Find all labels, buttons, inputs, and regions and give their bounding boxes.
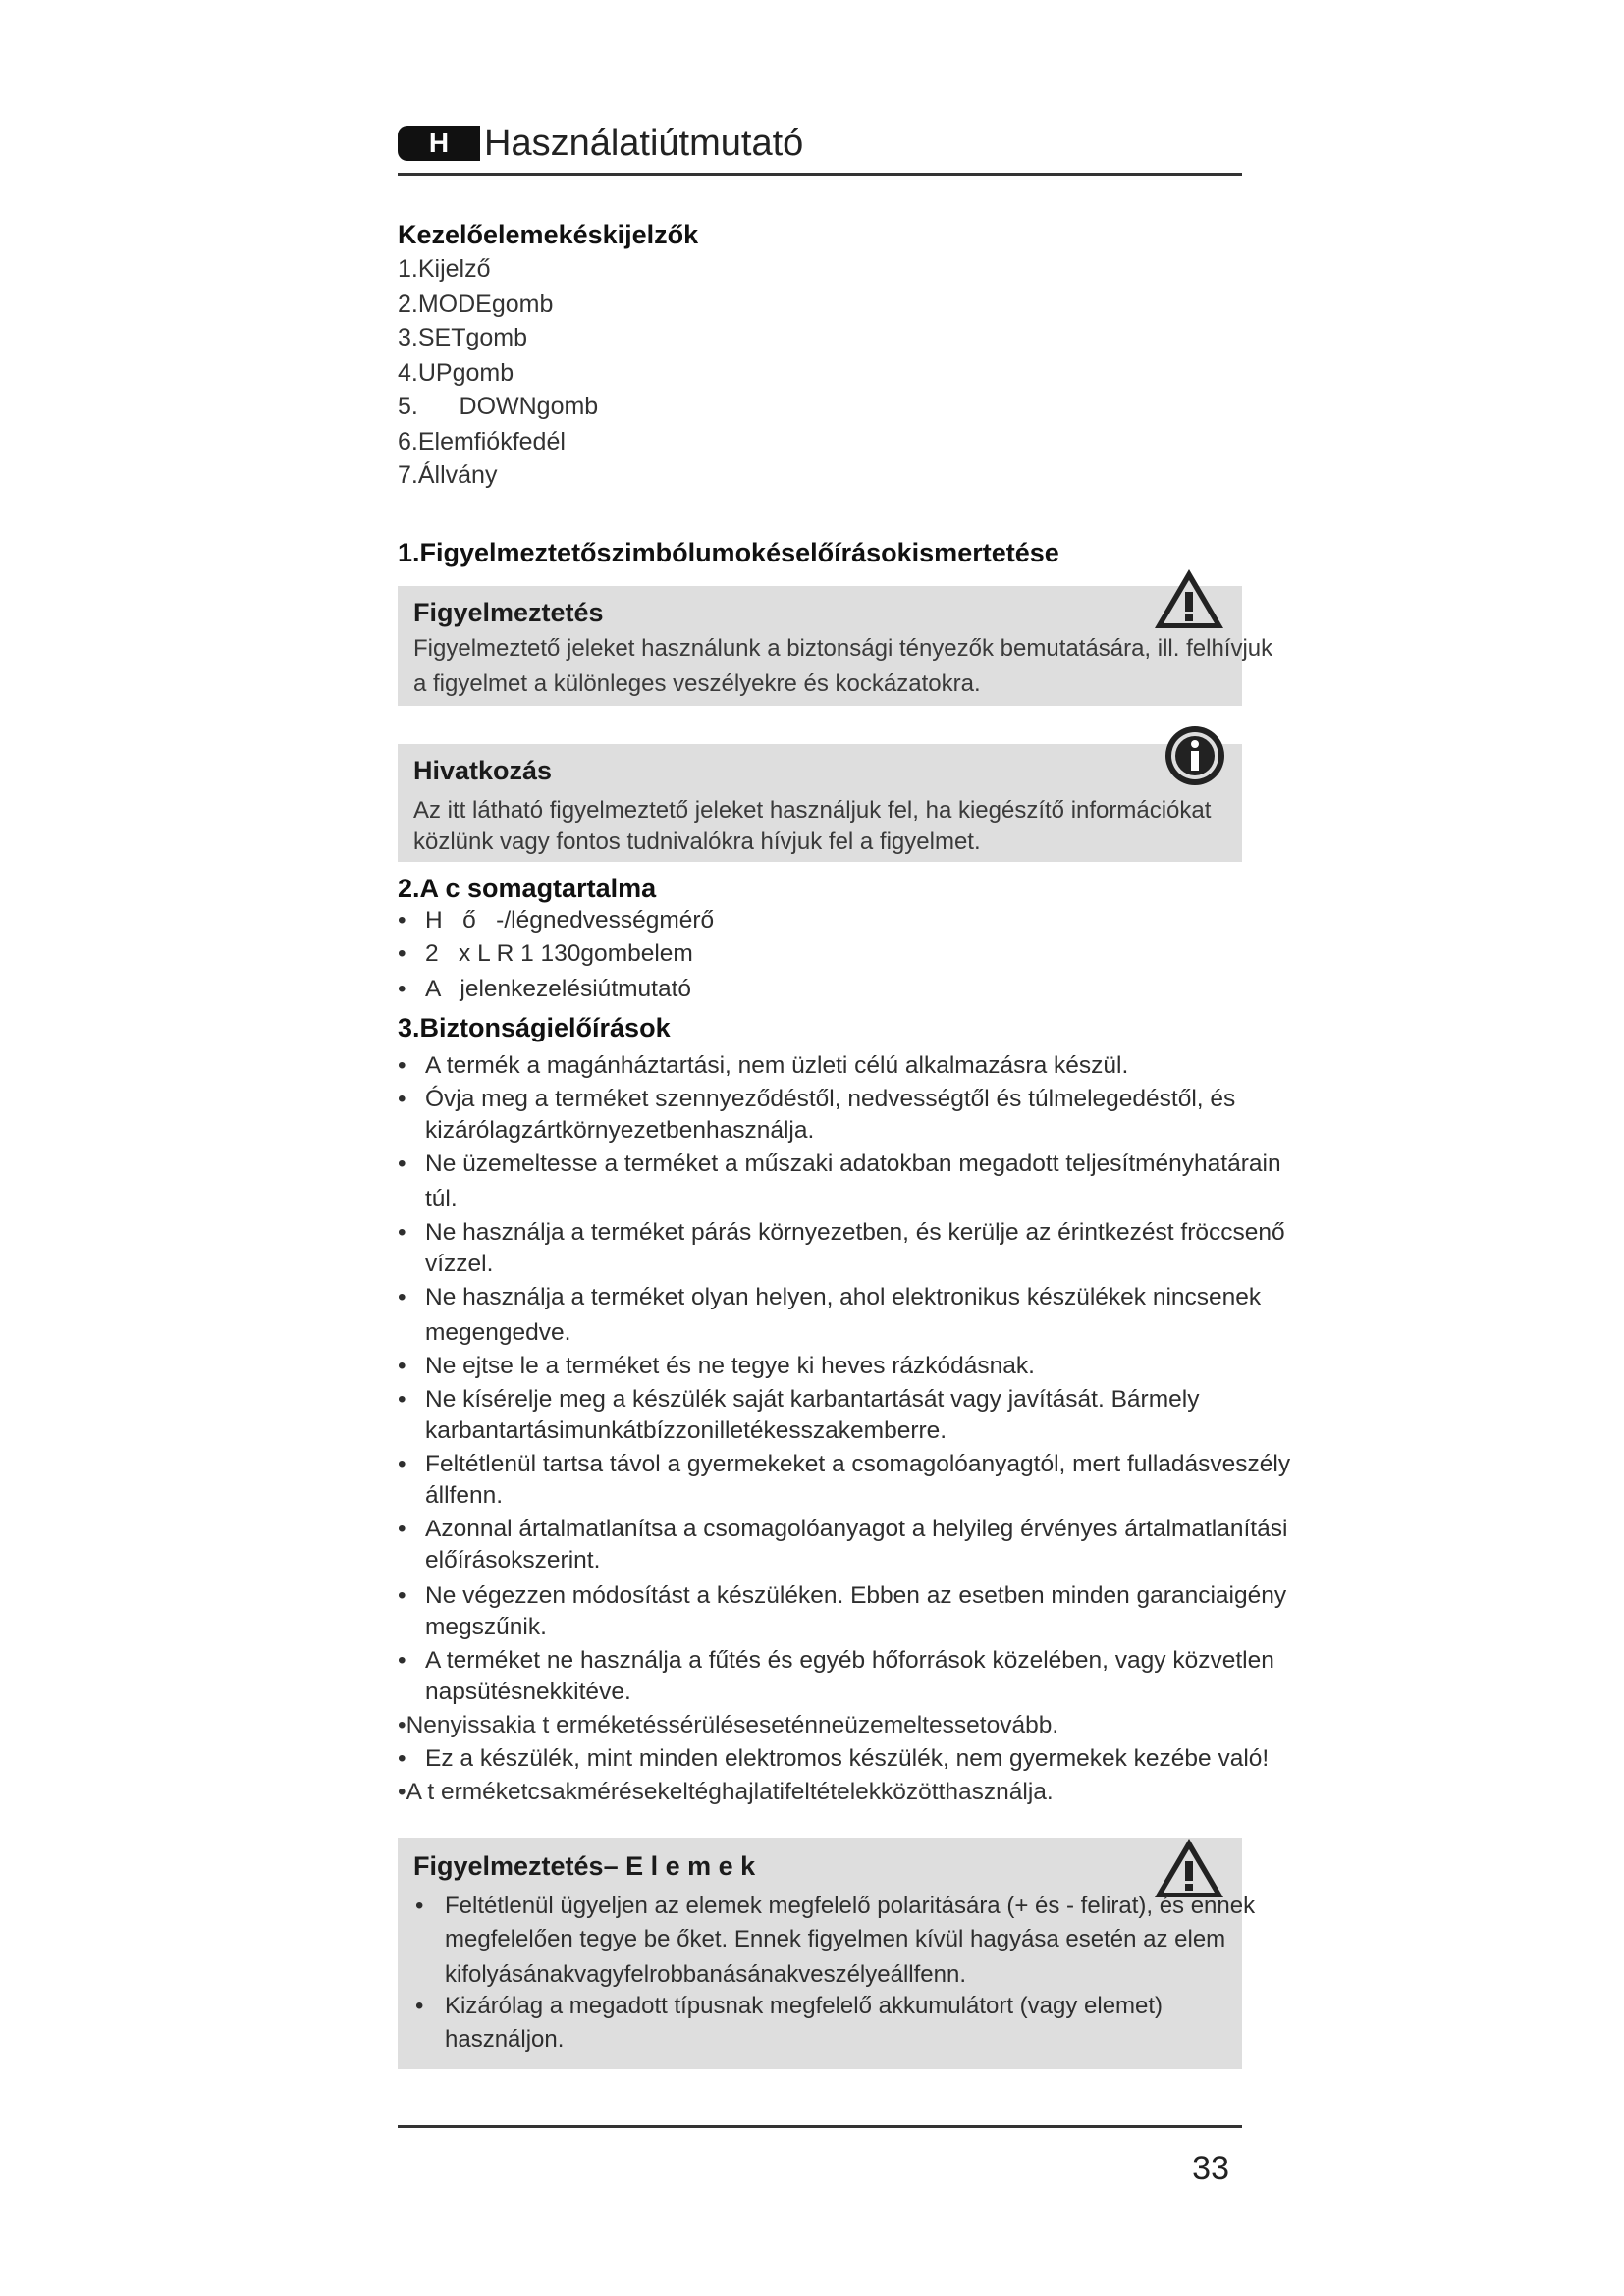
warning-box-title: Figyelmeztetés: [413, 598, 604, 627]
controls-item: 2.MODEgomb: [398, 291, 554, 318]
note-box-title: Hivatkozás: [413, 756, 553, 785]
warning-triangle-icon: [1152, 566, 1226, 631]
safety-item-tight: •A t erméketcsakmérésekeltéghajlatifeltételekközötthasználja.: [398, 1779, 1054, 1805]
battery-warning-title: Figyelmeztetés– E l e m e k: [413, 1851, 756, 1881]
controls-item: 4.UPgomb: [398, 359, 514, 387]
controls-item: 3.SETgomb: [398, 324, 528, 351]
controls-item: 5. DOWNgomb: [398, 393, 599, 420]
controls-heading: Kezelőelemekéskijelzők: [398, 220, 699, 249]
battery-warning-box: Figyelmeztetés– E l e m e k • Feltétlenül ügyeljen az elemek megfelelő polaritására (+ és - felirat), és ennek megfelelően tegye be őket. Ennek figyelmen kívül hagyása esetén az elem kifolyásánakvagyfelrobbanásánakveszélyeállfenn. • Kizárólag a megadott típusnak megfelelő akkumulátort (vagy elemet) használjon.: [398, 1838, 1242, 2069]
controls-item: 7.Állvány: [398, 461, 498, 489]
controls-item: 6.Elemfiókfedél: [398, 428, 566, 455]
note-box: [398, 744, 1242, 862]
document-title: Használatiútmutató: [484, 123, 804, 164]
language-badge: H: [398, 126, 480, 161]
controls-item: 1.Kijelző: [398, 255, 491, 283]
note-box-line: közlünk vagy fontos tudnivalókra hívjuk fel a figyelmet.: [413, 828, 981, 855]
footer-divider: [398, 2125, 1242, 2128]
info-icon: [1164, 724, 1226, 787]
section3-heading: 3.Biztonságielőírások: [398, 1013, 671, 1042]
header-divider: [398, 173, 1242, 176]
manual-page: H Használatiútmutató Kezelőelemekéskijelzők 1.Kijelző 2.MODEgomb 3.SETgomb 4.UPgomb 5. DOWNgomb 6.Elemfiókfedél 7.Állvány 1.Figyelmeztetőszimbólumokéselőírásokismertetése Figyelmeztetés Figyelmeztető jeleket használunk a biztonsági tényezők bemutatására, ill. felhívjuk a figyelmet a különleges veszélyekre és kockázatokra. Hivatkozás Az itt látható figyelmeztető jeleket használjuk fel, ha kiegészítő információkat közlünk vagy fontos tudnivalókra hívjuk fel a figyelmet. 2.A c somagtartalma • H ő -/légnedvességmérő • 2 x L R 1 130gombelem • A jelenkezelésiútmutató 3.Biztonságielőírások • A termék a magánháztartási, nem üzleti célú alkalmazásra készül. • Óvja meg a terméket szennyeződéstől, nedvességtől és túlmelegedéstől, és kizárólagzártkörnyezetbenhasználja. • Ne üzemeltesse a terméket a műszaki adatokban megadott teljesítményhatárain túl. • Ne használja a terméket párás környezetben, és kerülje az érintkezést fröccsenő vízzel. • Ne használja a terméket olyan helyen, ahol elektronikus készülékek nincsenek megengedve. • Ne ejtse le a terméket és ne tegye ki heves rázkódásnak. • Ne kísérelje meg a készülék saját karbantartását vagy javítását. Bármely karbantartásimunkátbízzonilletékesszakemberre. • Feltétlenül tartsa távol a gyermekeket a csomagolóanyagtól, mert fulladásveszély állfenn. • Azonnal ártalmatlanítsa a csomagolóanyagot a helyileg érvényes ártalmatlanítási előírásokszerint. • Ne végezzen módosítást a készüléken. Ebben az esetben minden garanciaigény megszűnik. • A terméket ne használja a fűtés és egyéb hőforrások közelében, vagy közvetlen napsütésnekkitéve. •Nenyissakia t erméketéssérüléseseténneüzemeltessetovább. • Ez a készülék, mint minden elektromos készülék, nem gyermekek kezébe való! •A t erméketcsakmérésekeltéghajlatifeltételekközötthasználja. Figyelmeztetés– E l e m e k • Feltétlenül ügyeljen az elemek megfelelő polaritására (+ és - felirat), és ennek megfelelően tegye be őket. Ennek figyelmen kívül hagyása esetén az elem kifolyásánakvagyfelrobbanásánakveszélyeállfenn. • Kizárólag a megadott típusnak megfelelő akkumulátort (vagy elemet) használjon. 33: [0, 0, 1624, 2296]
warning-box-line: Figyelmeztető jeleket használunk a biztonsági tényezők bemutatására, ill. felhívjuk: [413, 635, 1273, 662]
warning-box-line: a figyelmet a különleges veszélyekre és kockázatokra.: [413, 670, 981, 697]
section2-heading: 2.A c somagtartalma: [398, 874, 657, 903]
warning-box: [398, 586, 1273, 706]
safety-item-tight: •Nenyissakia t erméketéssérüléseseténneüzemeltessetovább.: [398, 1712, 1059, 1738]
page-header: [398, 120, 1242, 175]
warning-triangle-icon: [1152, 1836, 1226, 1900]
section1-heading: 1.Figyelmeztetőszimbólumokéselőírásokismertetése: [398, 538, 1059, 567]
note-box-line: Az itt látható figyelmeztető jeleket használjuk fel, ha kiegészítő információkat: [413, 797, 1212, 824]
page-number: 33: [1192, 2150, 1229, 2187]
